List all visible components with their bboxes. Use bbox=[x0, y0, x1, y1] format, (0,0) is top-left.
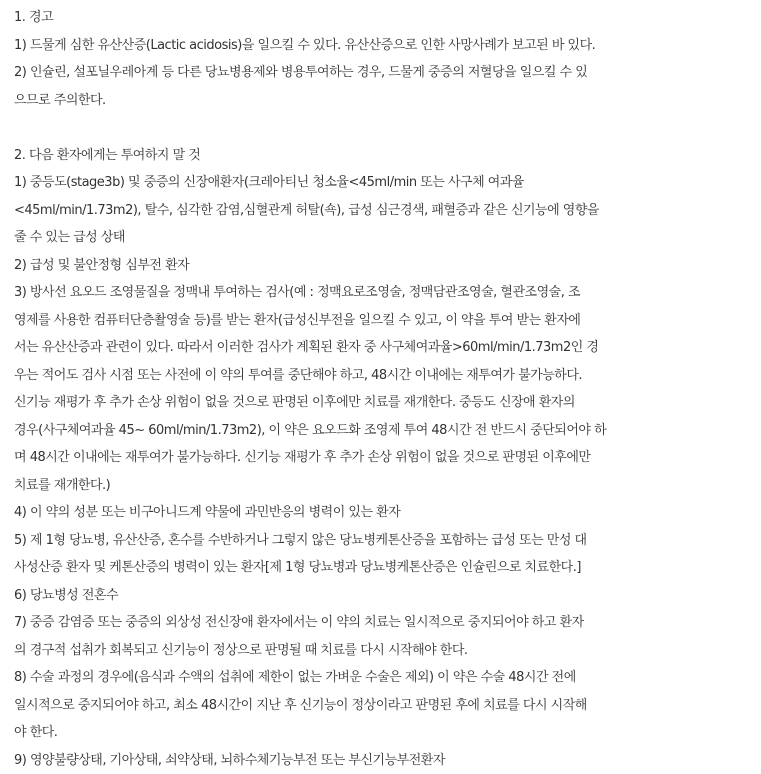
text-line: 사성산증 환자 및 케톤산증의 병력이 있는 환자[제 1형 당뇨병과 당뇨병케톤산증은 인슐린으로 치료한다.] bbox=[14, 554, 751, 582]
text-line: 의 경구적 섭취가 회복되고 신기능이 정상으로 판명될 때 치료를 다시 시작해야 한다. bbox=[14, 637, 751, 665]
text-line: 치료를 재개한다.) bbox=[14, 472, 751, 500]
text-line: 서는 유산산증과 관련이 있다. 따라서 이러한 검사가 계획된 환자 중 사구체여과율>60ml/min/1.73m2인 경 bbox=[14, 334, 751, 362]
text-line: 2. 다음 환자에게는 투여하지 말 것 bbox=[14, 142, 751, 170]
text-line: 1) 드물게 심한 유산산증(Lactic acidosis)을 일으킬 수 있다. 유산산증으로 인한 사망사례가 보고된 바 있다. bbox=[14, 32, 751, 60]
blank-line bbox=[14, 114, 751, 142]
text-line: 5) 제 1형 당뇨병, 유산산증, 혼수를 수반하거나 그렇지 않은 당뇨병케톤산증을 포함하는 급성 또는 만성 대 bbox=[14, 527, 751, 555]
text-line: 영제를 사용한 컴퓨터단층촬영술 등)를 받는 환자(급성신부전을 일으킬 수 있고, 이 약을 투여 받는 환자에 bbox=[14, 307, 751, 335]
text-line: 1) 중등도(stage3b) 및 중증의 신장애환자(크레아티닌 청소율<45ml/min 또는 사구체 여과율 bbox=[14, 169, 751, 197]
text-line: 8) 수술 과정의 경우에(음식과 수액의 섭취에 제한이 없는 가벼운 수술은 제외) 이 약은 수술 48시간 전에 bbox=[14, 664, 751, 692]
text-line: <45ml/min/1.73m2), 탈수, 심각한 감염,심혈관계 허탈(쇽), 급성 심근경색, 패혈증과 같은 신기능에 영향을 bbox=[14, 197, 751, 225]
text-line: 9) 영양불량상태, 기아상태, 쇠약상태, 뇌하수체기능부전 또는 부신기능부전환자 bbox=[14, 747, 751, 774]
text-line: 4) 이 약의 성분 또는 비구아니드계 약물에 과민반응의 병력이 있는 환자 bbox=[14, 499, 751, 527]
text-line: 6) 당뇨병성 전혼수 bbox=[14, 582, 751, 610]
text-line: 으므로 주의한다. bbox=[14, 87, 751, 115]
text-line: 우는 적어도 검사 시점 또는 사전에 이 약의 투여를 중단해야 하고, 48시간 이내에는 재투여가 불가능하다. bbox=[14, 362, 751, 390]
text-line: 2) 인슐린, 설포닐우레아계 등 다른 당뇨병용제와 병용투여하는 경우, 드물게 중증의 저혈당을 일으킬 수 있 bbox=[14, 59, 751, 87]
text-line: 신기능 재평가 후 추가 손상 위험이 없을 것으로 판명된 이후에만 치료를 재개한다. 중등도 신장애 환자의 bbox=[14, 389, 751, 417]
text-line: 3) 방사선 요오드 조영물질을 정맥내 투여하는 검사(예 : 정맥요로조영술, 정맥담관조영술, 혈관조영술, 조 bbox=[14, 279, 751, 307]
text-line: 며 48시간 이내에는 재투여가 불가능하다. 신기능 재평가 후 추가 손상 위험이 없을 것으로 판명된 이후에만 bbox=[14, 444, 751, 472]
text-line: 2) 급성 및 불안정형 심부전 환자 bbox=[14, 252, 751, 280]
text-line: 7) 중증 감염증 또는 중증의 외상성 전신장애 환자에서는 이 약의 치료는 일시적으로 중지되어야 하고 환자 bbox=[14, 609, 751, 637]
text-line: 줄 수 있는 급성 상태 bbox=[14, 224, 751, 252]
text-line: 야 한다. bbox=[14, 719, 751, 747]
text-line: 경우(사구체여과율 45~ 60ml/min/1.73m2), 이 약은 요오드화 조영제 투여 48시간 전 반드시 중단되어야 하 bbox=[14, 417, 751, 445]
text-line: 1. 경고 bbox=[14, 4, 751, 32]
text-line: 일시적으로 중지되어야 하고, 최소 48시간이 지난 후 신기능이 정상이라고 판명된 후에 치료를 다시 시작해 bbox=[14, 692, 751, 720]
